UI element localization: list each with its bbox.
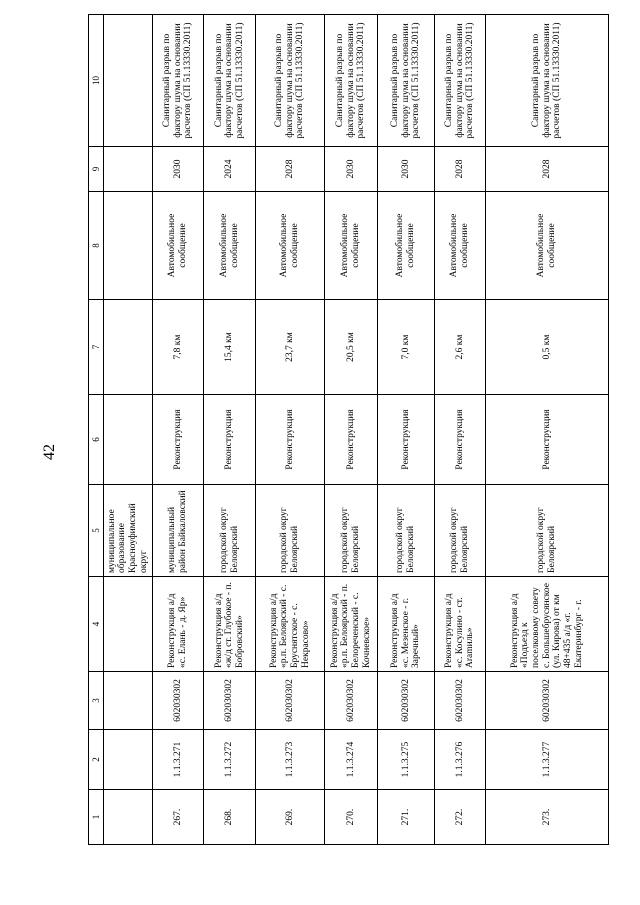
protection-zone: Санитарный разрыв по фактору шума на основании расчетов (СП 51.13330.2011) [204, 15, 256, 147]
header-cell-empty [104, 300, 153, 395]
object-name: Реконструкция а/д «р.п. Белоярский - п. Белореченский - с. Кочневское» [325, 577, 378, 672]
municipality: городской округ Белоярский [325, 485, 378, 577]
header-cell-empty [104, 395, 153, 485]
year: 2028 [486, 147, 609, 192]
work-type: Реконструкция [153, 395, 204, 485]
table-row [256, 15, 325, 845]
work-type: Реконструкция [325, 395, 378, 485]
header-col-5: 5 [89, 485, 104, 577]
length: 0,5 км [486, 300, 609, 395]
object-code: 1.1.3.271 [153, 730, 204, 790]
municipality: городской округ Белоярский [378, 485, 435, 577]
row-number: 269. [256, 790, 325, 845]
classifier-code: 602030302 [153, 672, 204, 730]
year: 2030 [378, 147, 435, 192]
header-col-10: 10 [89, 15, 104, 147]
object-code: 1.1.3.276 [435, 730, 486, 790]
table-row [153, 15, 204, 845]
header-col-2: 2 [89, 730, 104, 790]
object-name: Реконструкция а/д «с. Елань - д. Яр» [153, 577, 204, 672]
header-col-1: 1 [89, 790, 104, 845]
header-col-4: 4 [89, 577, 104, 672]
purpose: Автомобильное сообщение [378, 192, 435, 300]
row-number: 270. [325, 790, 378, 845]
header-col-5-text: муниципальное образование Красноуфимский округ [104, 485, 153, 577]
header-cell-empty [104, 147, 153, 192]
object-code: 1.1.3.272 [204, 730, 256, 790]
header-col-3: 3 [89, 672, 104, 730]
length: 2,6 км [435, 300, 486, 395]
table-row [486, 15, 609, 845]
protection-zone: Санитарный разрыв по фактору шума на основании расчетов (СП 51.13330.2011) [486, 15, 609, 147]
header-cell-empty [104, 577, 153, 672]
length: 7,8 км [153, 300, 204, 395]
row-number: 273. [486, 790, 609, 845]
header-cell-empty [104, 672, 153, 730]
protection-zone: Санитарный разрыв по фактору шума на основании расчетов (СП 51.13330.2011) [256, 15, 325, 147]
row-number: 272. [435, 790, 486, 845]
protection-zone: Санитарный разрыв по фактору шума на основании расчетов (СП 51.13330.2011) [325, 15, 378, 147]
row-number: 271. [378, 790, 435, 845]
table-row [325, 15, 378, 845]
header-col-9: 9 [89, 147, 104, 192]
header-cell-empty [104, 790, 153, 845]
classifier-code: 602030302 [378, 672, 435, 730]
header-col-7: 7 [89, 300, 104, 395]
object-code: 1.1.3.273 [256, 730, 325, 790]
rotated-table-container [88, 15, 593, 845]
year: 2030 [325, 147, 378, 192]
length: 20,5 км [325, 300, 378, 395]
classifier-code: 602030302 [204, 672, 256, 730]
table-row [204, 15, 256, 845]
year: 2028 [435, 147, 486, 192]
object-name: Реконструкция а/д «с. Косулино - ст. Аramиль» [435, 577, 486, 672]
work-type: Реконструкция [435, 395, 486, 485]
length: 7,0 км [378, 300, 435, 395]
object-name: Реконструкция а/д «ж/д ст. Глубокое - п. Бобровский» [204, 577, 256, 672]
object-name: Реконструкция а/д «с. Мезенское - г. Заречный» [378, 577, 435, 672]
infrastructure-table [88, 14, 609, 845]
classifier-code: 602030302 [486, 672, 609, 730]
classifier-code: 602030302 [325, 672, 378, 730]
page-number: 42 [41, 444, 58, 460]
municipality: городской округ Белоярский [435, 485, 486, 577]
table-row [435, 15, 486, 845]
year: 2028 [256, 147, 325, 192]
length: 15,4 км [204, 300, 256, 395]
purpose: Автомобильное сообщение [204, 192, 256, 300]
municipality: муниципальный район Байкаловский [153, 485, 204, 577]
purpose: Автомобильное сообщение [153, 192, 204, 300]
object-name: Реконструкция а/д «Подъезд к поселковому совету с. Большебрусянское (ул. Кирова) от км 48+435 а/д «г. Екатеринбург - г. [486, 577, 609, 672]
purpose: Автомобильное сообщение [256, 192, 325, 300]
classifier-code: 602030302 [256, 672, 325, 730]
object-code: 1.1.3.274 [325, 730, 378, 790]
table-row [378, 15, 435, 845]
protection-zone: Санитарный разрыв по фактору шума на основании расчетов (СП 51.13330.2011) [378, 15, 435, 147]
protection-zone: Санитарный разрыв по фактору шума на основании расчетов (СП 51.13330.2011) [153, 15, 204, 147]
protection-zone: Санитарный разрыв по фактору шума на основании расчетов (СП 51.13330.2011) [435, 15, 486, 147]
header-cell-empty [104, 730, 153, 790]
object-code: 1.1.3.277 [486, 730, 609, 790]
header-col-6: 6 [89, 395, 104, 485]
header-col-8: 8 [89, 192, 104, 300]
header-cell-empty [104, 192, 153, 300]
year: 2030 [153, 147, 204, 192]
work-type: Реконструкция [204, 395, 256, 485]
length: 23,7 км [256, 300, 325, 395]
header-row-numbers [89, 15, 104, 845]
row-number: 268. [204, 790, 256, 845]
purpose: Автомобильное сообщение [435, 192, 486, 300]
object-name: Реконструкция а/д «р.п. Белоярский - с. Бруснятское - с. Некрасово» [256, 577, 325, 672]
municipality: городской округ Белоярский [256, 485, 325, 577]
work-type: Реконструкция [256, 395, 325, 485]
year: 2024 [204, 147, 256, 192]
municipality: городской округ Белоярский [204, 485, 256, 577]
header-row-continuation [104, 15, 153, 845]
purpose: Автомобильное сообщение [325, 192, 378, 300]
classifier-code: 602030302 [435, 672, 486, 730]
object-code: 1.1.3.275 [378, 730, 435, 790]
header-cell-empty [104, 15, 153, 147]
purpose: Автомобильное сообщение [486, 192, 609, 300]
municipality: городской округ Белоярский [486, 485, 609, 577]
work-type: Реконструкция [486, 395, 609, 485]
row-number: 267. [153, 790, 204, 845]
work-type: Реконструкция [378, 395, 435, 485]
